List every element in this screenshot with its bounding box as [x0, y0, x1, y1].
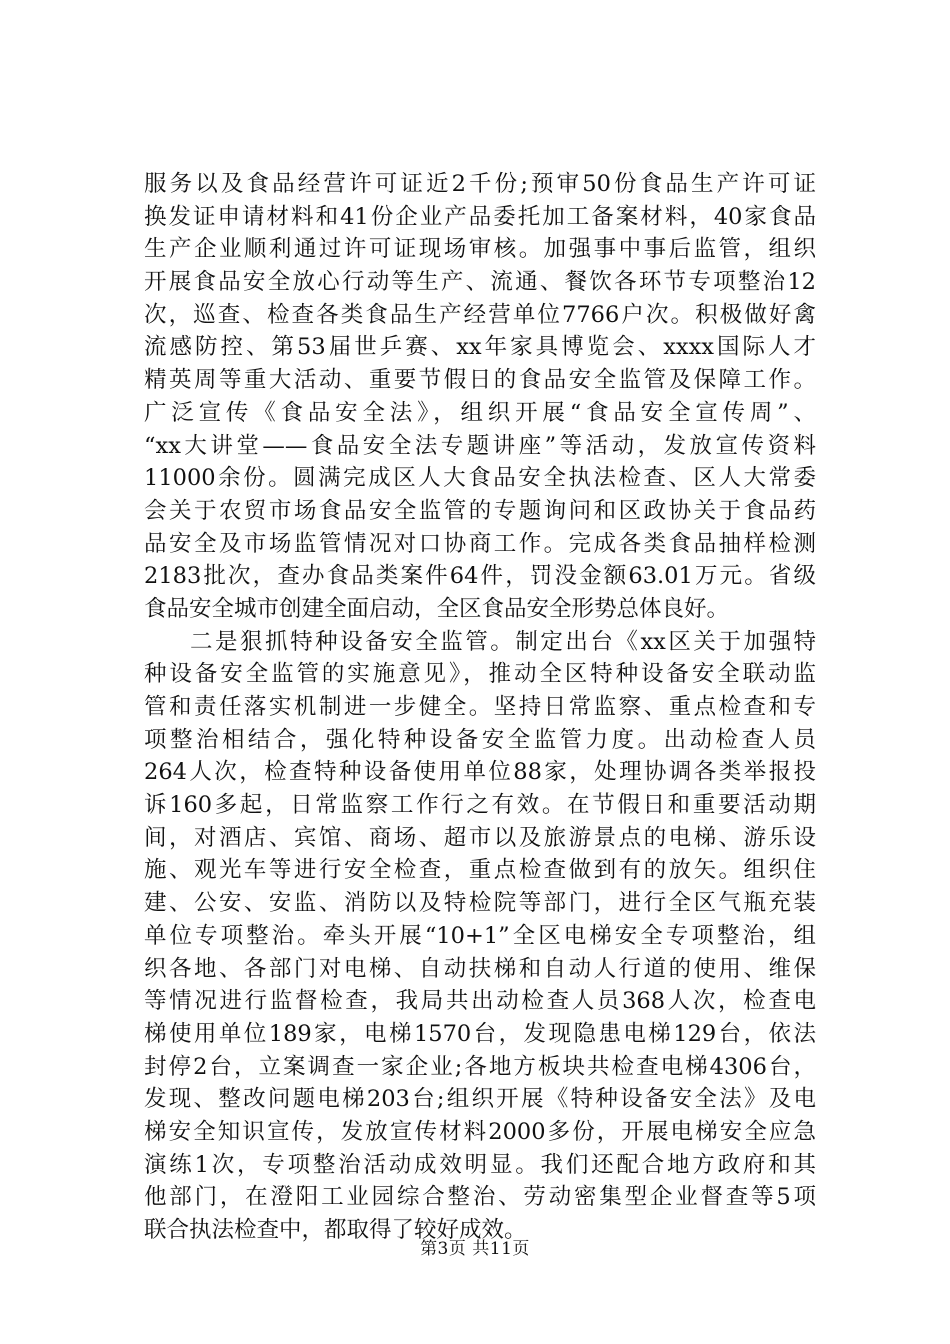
text-line: 建、公安、安监、消防以及特检院等部门，进行全区气瓶充装 — [144, 890, 816, 917]
text-line: 封停2台，立案调查一家企业;各地方板块共检查电梯4306台， — [144, 1053, 816, 1080]
text-line: 品安全及市场监管情况对口协商工作。完成各类食品抽样检测 — [144, 530, 816, 557]
text-line: 间，对酒店、宾馆、商场、超市以及旅游景点的电梯、游乐设 — [144, 824, 816, 851]
text-line: 次，巡查、检查各类食品生产经营单位7766户次。积极做好禽 — [144, 301, 816, 328]
text-line: 梯安全知识宣传，发放宣传材料2000多份，开展电梯安全应急 — [144, 1118, 816, 1145]
text-line: 织各地、各部门对电梯、自动扶梯和自动人行道的使用、维保 — [144, 955, 816, 982]
text-line: 服务以及食品经营许可证近2千份;预审50份食品生产许可证 — [144, 171, 816, 197]
page-number-footer: 第3页 共11页 — [420, 1239, 530, 1259]
text-line: 单位专项整治。牵头开展“10+1”全区电梯安全专项整治，组 — [144, 922, 816, 949]
text-line: 广泛宣传《食品安全法》，组织开展“食品安全宣传周”、 — [144, 399, 816, 426]
text-line: 联合执法检查中，都取得了较好成效。 — [144, 1217, 527, 1243]
text-line: 11000余份。圆满完成区人大食品安全执法检查、区人大常委 — [144, 465, 816, 492]
text-line: 2183批次，查办食品类案件64件，罚没金额63.01万元。省级 — [144, 563, 816, 590]
text-line: 开展食品安全放心行动等生产、流通、餐饮各环节专项整治12 — [144, 269, 816, 296]
text-line: 项整治相结合，强化特种设备安全监管力度。出动检查人员 — [144, 726, 816, 753]
text-line: 精英周等重大活动、重要节假日的食品安全监管及保障工作。 — [144, 367, 816, 394]
text-line: 264人次，检查特种设备使用单位88家，处理协调各类举报投 — [144, 759, 816, 786]
text-line: 等情况进行监督检查，我局共出动检查人员368人次，检查电 — [144, 988, 816, 1015]
text-line: 诉160多起，日常监察工作行之有效。在节假日和重要活动期 — [144, 792, 816, 819]
text-line: 流感防控、第53届世乒赛、xx年家具博览会、xxxx国际人才 — [144, 334, 816, 361]
text-line: 生产企业顺利通过许可证现场审核。加强事中事后监管，组织 — [144, 236, 816, 263]
text-line: 换发证申请材料和41份企业产品委托加工备案材料，40家食品 — [144, 203, 816, 230]
paragraph-special-equipment — [144, 626, 816, 1247]
document-body — [144, 168, 816, 1247]
text-line: 管和责任落实机制进一步健全。坚持日常监察、重点检查和专 — [144, 694, 816, 720]
text-line: 食品安全城市创建全面启动，全区食品安全形势总体良好。 — [144, 595, 730, 622]
text-line: 二是狠抓特种设备安全监管。制定出台《xx区关于加强特 — [190, 628, 816, 655]
text-line: 会关于农贸市场食品安全监管的专题询问和区政协关于食品药 — [144, 497, 816, 524]
text-line: “xx大讲堂——食品安全法专题讲座”等活动，发放宣传资料 — [144, 432, 816, 459]
text-line: 施、观光车等进行安全检查，重点检查做到有的放矢。组织住 — [144, 857, 816, 884]
text-line: 发现、整改问题电梯203台;组织开展《特种设备安全法》及电 — [144, 1086, 816, 1113]
text-line: 演练1次，专项整治活动成效明显。我们还配合地方政府和其 — [144, 1151, 816, 1178]
text-line: 梯使用单位189家，电梯1570台，发现隐患电梯129台，依法 — [144, 1020, 816, 1047]
text-line: 他部门，在澄阳工业园综合整治、劳动密集型企业督查等5项 — [144, 1184, 816, 1211]
text-line: 种设备安全监管的实施意见》，推动全区特种设备安全联动监 — [144, 661, 816, 688]
paragraph-food-safety — [144, 168, 816, 626]
